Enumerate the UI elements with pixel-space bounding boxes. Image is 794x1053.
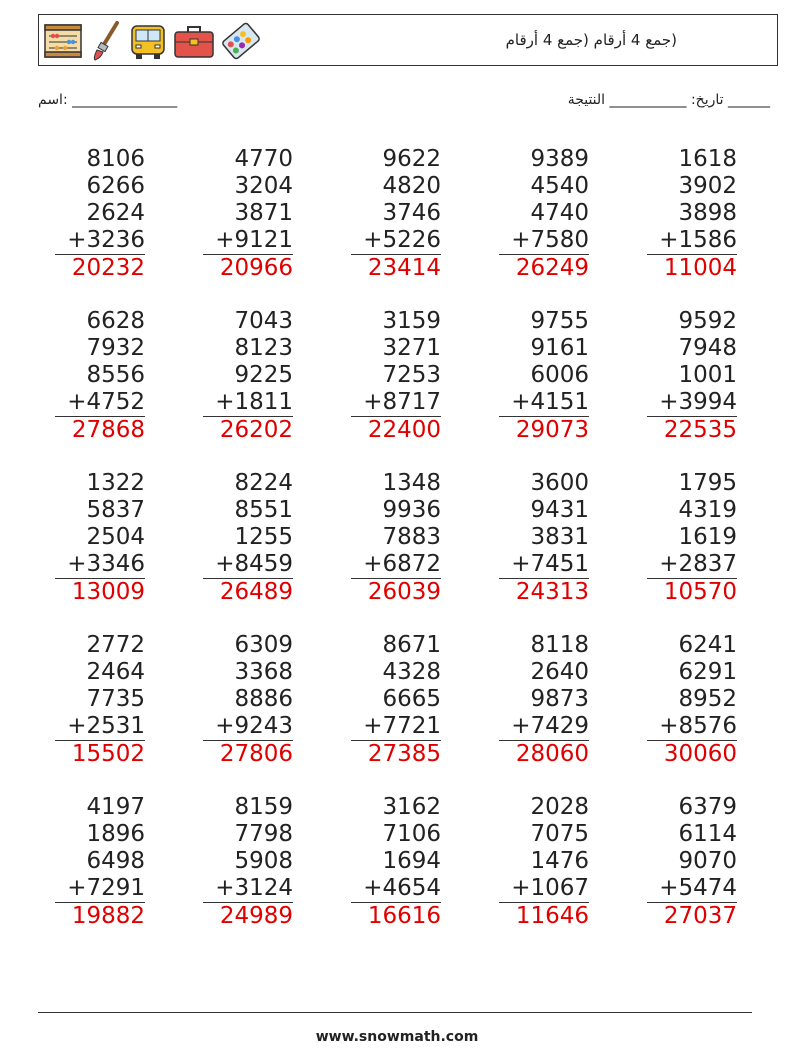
addend-2: 6266 bbox=[86, 173, 145, 199]
addend-4: +7291 bbox=[55, 875, 145, 903]
addend-2: 9936 bbox=[382, 497, 441, 523]
date-score-label: تاريخ: ___________ النتيجة ______ bbox=[567, 92, 770, 108]
answer: 10570 bbox=[663, 579, 737, 605]
addend-4: +4151 bbox=[499, 389, 589, 417]
addend-3: 8952 bbox=[678, 686, 737, 712]
addend-2: 7075 bbox=[530, 821, 589, 847]
addend-3: 1619 bbox=[678, 524, 737, 550]
addend-4: +7451 bbox=[499, 551, 589, 579]
footer-site: www.snowmath.com bbox=[315, 1029, 479, 1045]
answer: 11004 bbox=[663, 255, 737, 281]
addend-3: 1476 bbox=[530, 848, 589, 874]
addend-2: 8123 bbox=[234, 335, 293, 361]
addend-1: 9622 bbox=[382, 146, 441, 172]
addend-3: 5908 bbox=[234, 848, 293, 874]
addition-problem bbox=[55, 470, 145, 606]
addend-2: 3271 bbox=[382, 335, 441, 361]
addition-problem bbox=[351, 470, 441, 606]
addend-4: +1067 bbox=[499, 875, 589, 903]
addend-2: 2640 bbox=[530, 659, 589, 685]
addend-1: 2772 bbox=[86, 632, 145, 658]
answer: 27868 bbox=[71, 417, 145, 443]
addend-3: 7253 bbox=[382, 362, 441, 388]
answer: 13009 bbox=[71, 579, 145, 605]
addition-problem bbox=[203, 308, 293, 444]
addend-2: 6114 bbox=[678, 821, 737, 847]
addend-4: +8717 bbox=[351, 389, 441, 417]
addend-1: 8159 bbox=[234, 794, 293, 820]
addend-2: 3368 bbox=[234, 659, 293, 685]
addend-4: +5474 bbox=[647, 875, 737, 903]
addend-4: +2531 bbox=[55, 713, 145, 741]
answer: 24313 bbox=[515, 579, 589, 605]
addend-2: 7798 bbox=[234, 821, 293, 847]
addend-1: 3600 bbox=[530, 470, 589, 496]
addend-2: 4820 bbox=[382, 173, 441, 199]
answer: 20966 bbox=[219, 255, 293, 281]
addend-1: 9389 bbox=[530, 146, 589, 172]
addend-4: +3236 bbox=[55, 227, 145, 255]
addition-problem bbox=[351, 794, 441, 930]
addition-problem bbox=[351, 632, 441, 768]
answer: 29073 bbox=[515, 417, 589, 443]
addend-4: +1586 bbox=[647, 227, 737, 255]
addend-3: 9070 bbox=[678, 848, 737, 874]
answer: 27385 bbox=[367, 741, 441, 767]
addend-3: 6006 bbox=[530, 362, 589, 388]
name-field-label: اسم: _______________ bbox=[38, 92, 178, 108]
addition-problem bbox=[647, 632, 737, 768]
addend-4: +7429 bbox=[499, 713, 589, 741]
addend-3: 7883 bbox=[382, 524, 441, 550]
addend-3: 2624 bbox=[86, 200, 145, 226]
addend-1: 4770 bbox=[234, 146, 293, 172]
addend-2: 1896 bbox=[86, 821, 145, 847]
addend-3: 3831 bbox=[530, 524, 589, 550]
addition-problem bbox=[499, 146, 589, 282]
addend-3: 2504 bbox=[86, 524, 145, 550]
addend-3: 6665 bbox=[382, 686, 441, 712]
addition-problem bbox=[55, 794, 145, 930]
addition-problem bbox=[351, 308, 441, 444]
answer: 16616 bbox=[367, 903, 441, 929]
addend-3: 1255 bbox=[234, 524, 293, 550]
addend-2: 3902 bbox=[678, 173, 737, 199]
addend-1: 3162 bbox=[382, 794, 441, 820]
addend-1: 8106 bbox=[86, 146, 145, 172]
addend-4: +6872 bbox=[351, 551, 441, 579]
addend-1: 6379 bbox=[678, 794, 737, 820]
addend-2: 3204 bbox=[234, 173, 293, 199]
addend-4: +4752 bbox=[55, 389, 145, 417]
answer: 23414 bbox=[367, 255, 441, 281]
addend-2: 4540 bbox=[530, 173, 589, 199]
addend-4: +5226 bbox=[351, 227, 441, 255]
addition-problem bbox=[647, 308, 737, 444]
addend-1: 8671 bbox=[382, 632, 441, 658]
answer: 24989 bbox=[219, 903, 293, 929]
addend-3: 6498 bbox=[86, 848, 145, 874]
answer: 26249 bbox=[515, 255, 589, 281]
answer: 26202 bbox=[219, 417, 293, 443]
addend-2: 8551 bbox=[234, 497, 293, 523]
addition-problem bbox=[499, 308, 589, 444]
addend-2: 7948 bbox=[678, 335, 737, 361]
addend-3: 8886 bbox=[234, 686, 293, 712]
addend-4: +9121 bbox=[203, 227, 293, 255]
addition-problem bbox=[55, 146, 145, 282]
addend-3: 3746 bbox=[382, 200, 441, 226]
addition-problem bbox=[647, 470, 737, 606]
addition-problem bbox=[203, 632, 293, 768]
addend-3: 9873 bbox=[530, 686, 589, 712]
addend-3: 1694 bbox=[382, 848, 441, 874]
addend-2: 5837 bbox=[86, 497, 145, 523]
addend-1: 1348 bbox=[382, 470, 441, 496]
addend-2: 7106 bbox=[382, 821, 441, 847]
addition-problem bbox=[499, 794, 589, 930]
addend-4: +8459 bbox=[203, 551, 293, 579]
addend-1: 6241 bbox=[678, 632, 737, 658]
addend-1: 3159 bbox=[382, 308, 441, 334]
answer: 27806 bbox=[219, 741, 293, 767]
addend-4: +7721 bbox=[351, 713, 441, 741]
addition-problem bbox=[499, 470, 589, 606]
answer: 22400 bbox=[367, 417, 441, 443]
answer: 26039 bbox=[367, 579, 441, 605]
addend-3: 4740 bbox=[530, 200, 589, 226]
addition-problem bbox=[351, 146, 441, 282]
addend-4: +9243 bbox=[203, 713, 293, 741]
addend-2: 6291 bbox=[678, 659, 737, 685]
addend-1: 8118 bbox=[530, 632, 589, 658]
addition-problem bbox=[203, 794, 293, 930]
addend-2: 4319 bbox=[678, 497, 737, 523]
answer: 11646 bbox=[515, 903, 589, 929]
addend-3: 8556 bbox=[86, 362, 145, 388]
answer: 19882 bbox=[71, 903, 145, 929]
addend-1: 8224 bbox=[234, 470, 293, 496]
answer: 28060 bbox=[515, 741, 589, 767]
addend-3: 3871 bbox=[234, 200, 293, 226]
addend-2: 9161 bbox=[530, 335, 589, 361]
addition-problem bbox=[203, 470, 293, 606]
answer: 15502 bbox=[71, 741, 145, 767]
addend-3: 9225 bbox=[234, 362, 293, 388]
answer: 20232 bbox=[71, 255, 145, 281]
addend-1: 9755 bbox=[530, 308, 589, 334]
footer-divider bbox=[38, 1012, 752, 1013]
addend-3: 3898 bbox=[678, 200, 737, 226]
addition-problem bbox=[647, 146, 737, 282]
addend-4: +4654 bbox=[351, 875, 441, 903]
addition-problem bbox=[55, 632, 145, 768]
addend-1: 1795 bbox=[678, 470, 737, 496]
addend-1: 1322 bbox=[86, 470, 145, 496]
addend-1: 6628 bbox=[86, 308, 145, 334]
addition-problem bbox=[647, 794, 737, 930]
answer: 22535 bbox=[663, 417, 737, 443]
addend-3: 1001 bbox=[678, 362, 737, 388]
worksheet-title: (جمع 4 أرقام (جمع 4 أرقام bbox=[505, 31, 677, 49]
addend-1: 1618 bbox=[678, 146, 737, 172]
addend-4: +2837 bbox=[647, 551, 737, 579]
addend-1: 2028 bbox=[530, 794, 589, 820]
answer: 30060 bbox=[663, 741, 737, 767]
addend-4: +3124 bbox=[203, 875, 293, 903]
answer: 27037 bbox=[663, 903, 737, 929]
addend-1: 9592 bbox=[678, 308, 737, 334]
addition-problem bbox=[499, 632, 589, 768]
addend-4: +8576 bbox=[647, 713, 737, 741]
addend-2: 7932 bbox=[86, 335, 145, 361]
addend-2: 9431 bbox=[530, 497, 589, 523]
answer: 26489 bbox=[219, 579, 293, 605]
addend-1: 4197 bbox=[86, 794, 145, 820]
addend-4: +1811 bbox=[203, 389, 293, 417]
addend-4: +7580 bbox=[499, 227, 589, 255]
addend-4: +3346 bbox=[55, 551, 145, 579]
addend-1: 6309 bbox=[234, 632, 293, 658]
addend-2: 4328 bbox=[382, 659, 441, 685]
addend-2: 2464 bbox=[86, 659, 145, 685]
addend-4: +3994 bbox=[647, 389, 737, 417]
addition-problem bbox=[55, 308, 145, 444]
addend-3: 7735 bbox=[86, 686, 145, 712]
addition-problem bbox=[203, 146, 293, 282]
addend-1: 7043 bbox=[234, 308, 293, 334]
